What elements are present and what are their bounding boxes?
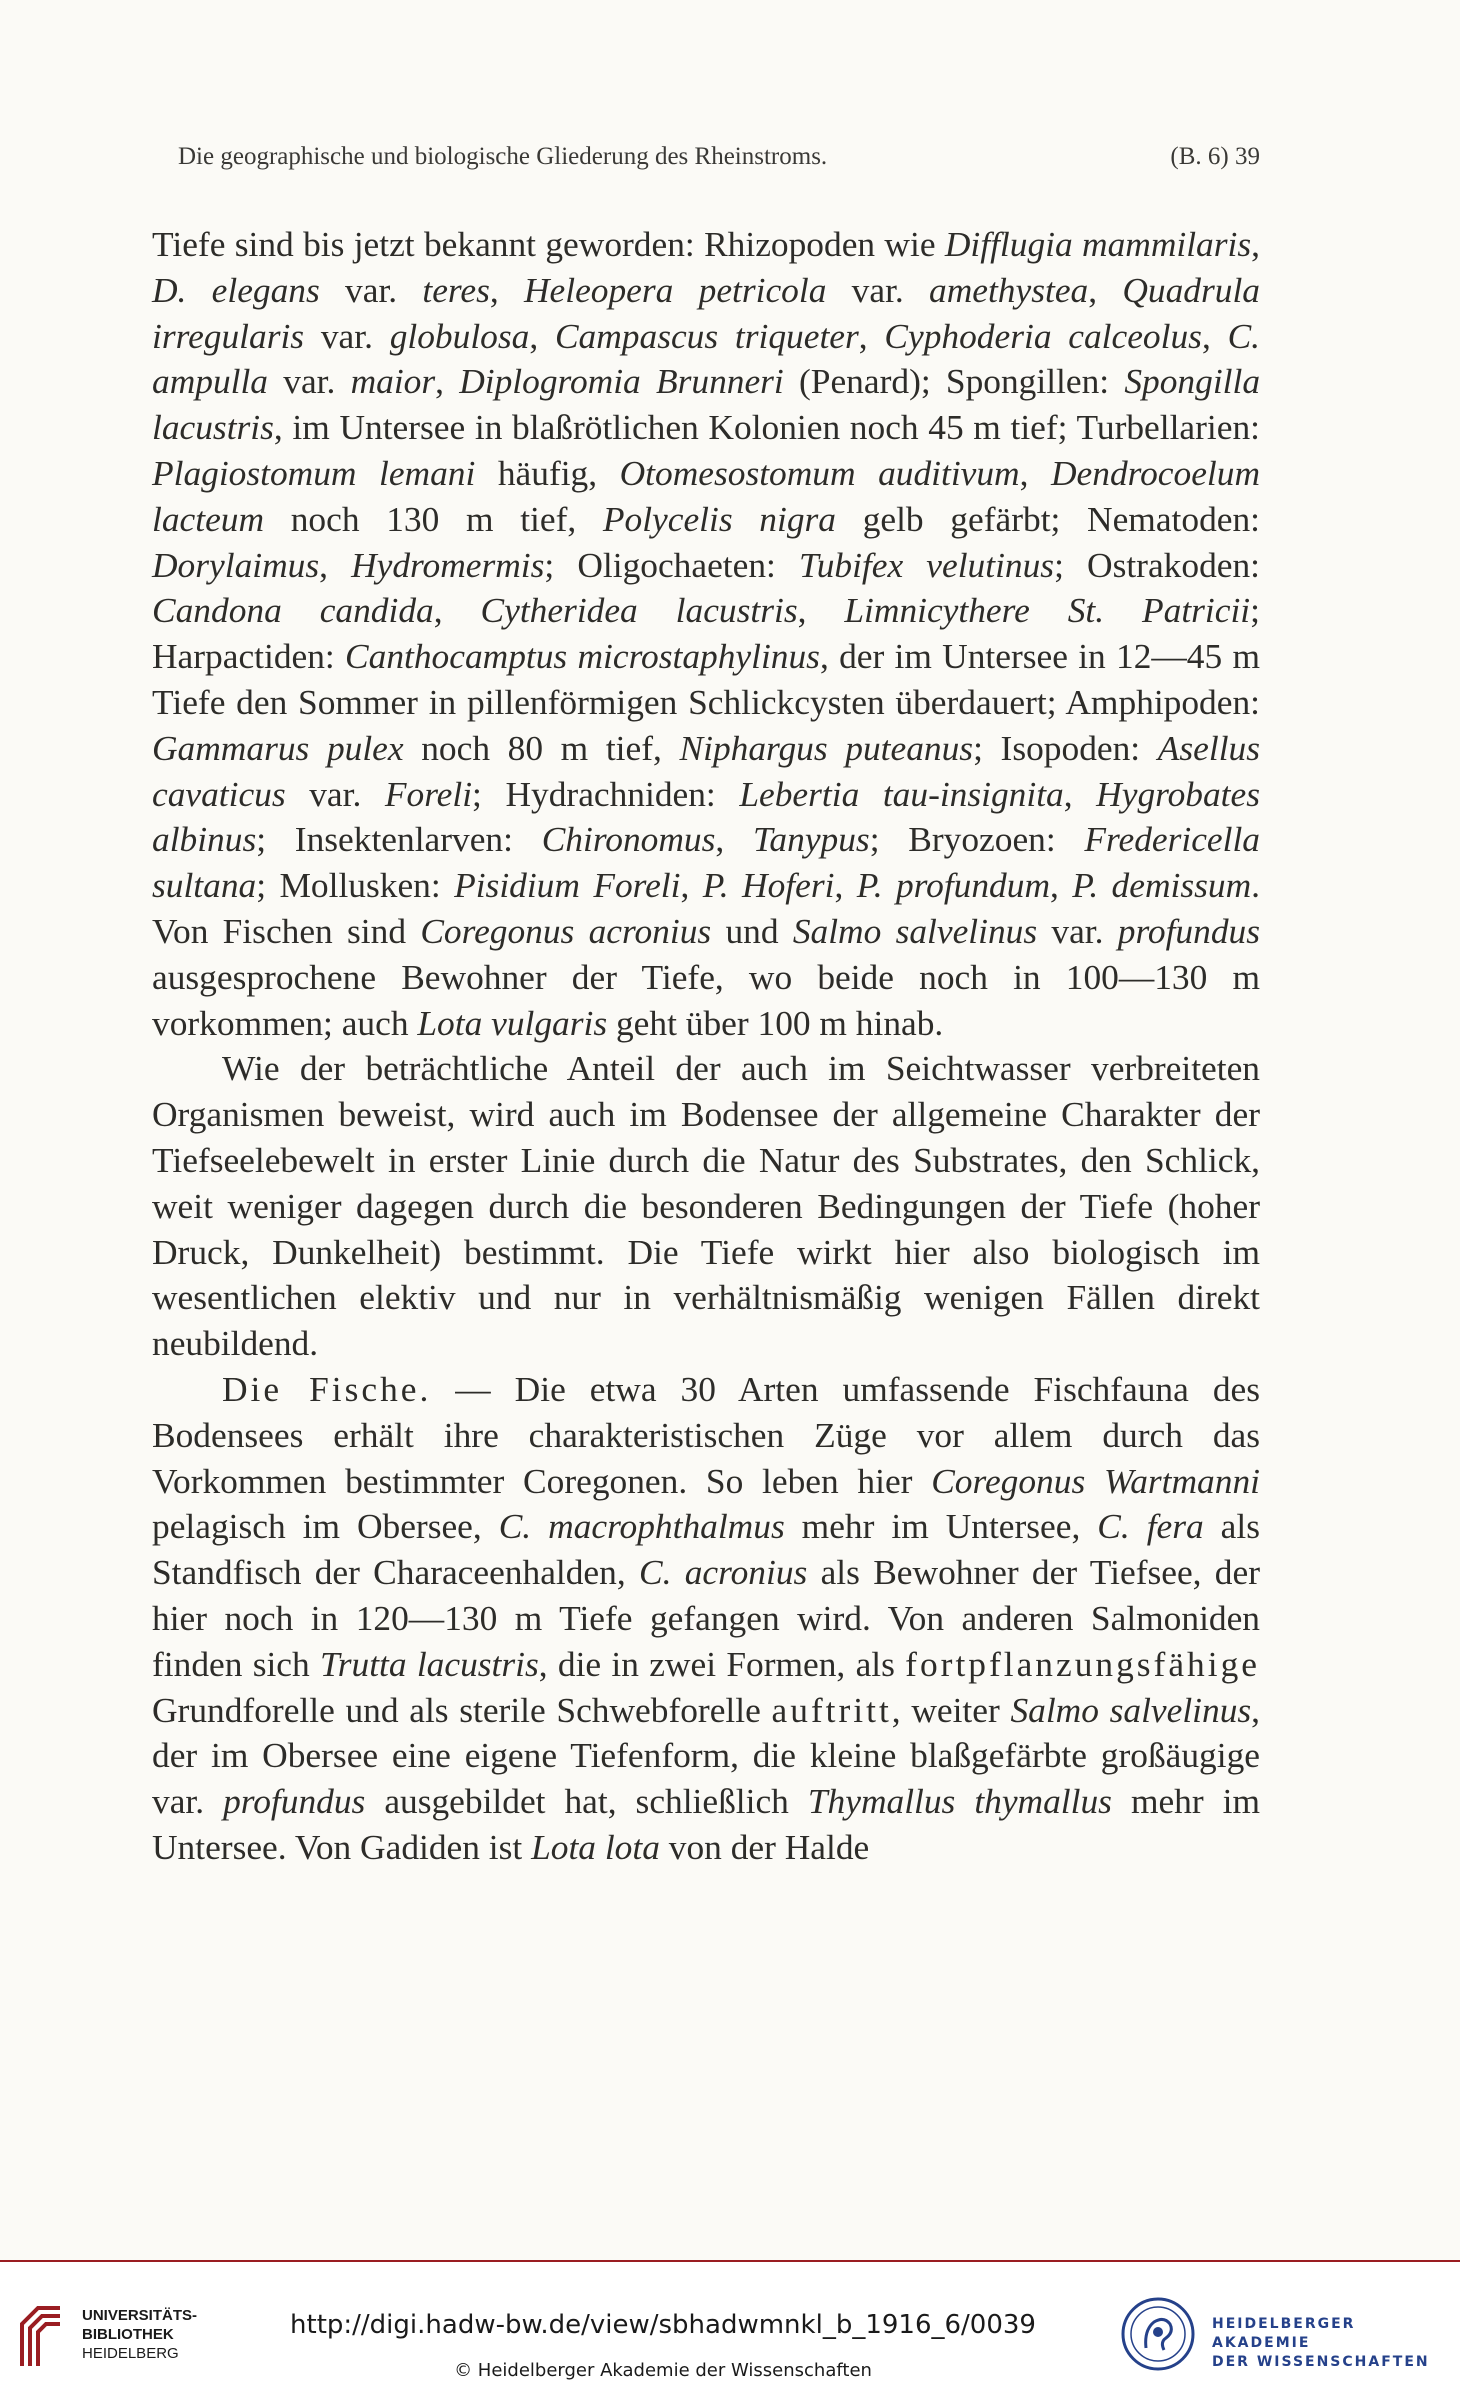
- text-run: ; Bryozoen:: [869, 819, 1085, 860]
- copyright-notice: © Heidelberger Akademie der Wissenschaften: [454, 2360, 872, 2381]
- text-run: ; Insektenlarven:: [256, 819, 542, 860]
- university-library-name: [82, 2306, 197, 2363]
- species-name: Salmo salvelinus: [1010, 1689, 1252, 1730]
- species-name: maior: [350, 361, 436, 402]
- text-run: noch 80 m tief,: [403, 727, 680, 768]
- species-name: D. elegans: [152, 269, 320, 310]
- text-run: . Von Fischen sind: [152, 865, 1261, 951]
- species-name: Otomesostomum auditivum: [619, 452, 1020, 493]
- text-run: als Standfisch der Characeenhalden,: [152, 1506, 1260, 1593]
- text-run: ,: [1019, 452, 1051, 493]
- species-name: Lota vulgaris: [417, 1002, 608, 1043]
- text-run: ,: [1251, 224, 1260, 264]
- text-run: , der im Untersee in 12—45 m Tiefe den Sommer in pillenförmigen Schlickcysten überdauert; Amphipoden:: [152, 636, 1260, 722]
- academy-name-line: HEIDELBERGER AKADEMIE: [1212, 2316, 1356, 2351]
- species-name: Heleopera petricola: [523, 269, 827, 310]
- running-head-title: Die geographische und biologische Gliederung des Rheinstroms.: [178, 143, 828, 170]
- text-run: (Penard); Spongillen:: [783, 361, 1125, 402]
- text-run: var.: [319, 269, 423, 310]
- species-name: Tanypus: [753, 819, 870, 860]
- text-run: ,: [433, 590, 481, 631]
- text-run: ,: [715, 819, 753, 860]
- species-name: Thymallus thymallus: [807, 1781, 1112, 1822]
- text-run: ; Hydrachniden:: [472, 773, 740, 814]
- text-run: ,: [1050, 865, 1073, 906]
- academy-seal-icon: [1120, 2296, 1196, 2372]
- footer-bar: [0, 2260, 1460, 2403]
- paragraph-deep-sea-character: Wie der beträchtliche Anteil der auch im Seichtwasser verbreiteten Organismen beweist, wird auch im Bodensee der allgemeine Charakter der Tiefseelebewelt in erster Linie durch die Natur des Substrates, den Schlick, weit weniger dagegen durch die besonderen Bedingungen der Tiefe (hoher Druck, Dunkelheit) bestimmt. Die Tiefe wirkt hier also biologisch im wesentlichen elektiv und nur in verhältnismäßig wenigen Fällen direkt neubildend.: [152, 1048, 1260, 1364]
- text-run: ausgesprochene Bewohner der Tiefe, wo beide noch in 100—130 m vorkommen; auch: [152, 956, 1260, 1043]
- species-name: Fredericella sultana: [152, 819, 1260, 906]
- library-name-line: UNIVERSITÄTS-: [82, 2307, 198, 2324]
- species-name: Canthocamptus microstaphylinus: [345, 636, 820, 677]
- text-run: var.: [268, 361, 351, 402]
- text-run: ; Mollusken:: [256, 865, 455, 906]
- text-run: Tiefe sind bis jetzt bekannt geworden: Rhizopoden wie: [152, 224, 945, 264]
- text-run: var.: [1037, 910, 1118, 951]
- text-run: pelagisch im Obersee,: [152, 1506, 499, 1547]
- species-name: Niphargus puteanus: [679, 727, 974, 768]
- section-heading-fish: Die Fische.: [222, 1368, 432, 1409]
- paragraph-species-list: [152, 222, 1260, 1046]
- text-run: ,: [1063, 773, 1097, 814]
- text-run: Grundforelle und als sterile Schwebforelle: [152, 1689, 772, 1730]
- academy-name-line: DER WISSENSCHAFTEN: [1212, 2354, 1430, 2370]
- species-name: Trutta lacustris: [320, 1643, 539, 1684]
- species-name: profundus: [223, 1781, 366, 1822]
- text-run: noch 130 m tief,: [264, 498, 603, 539]
- text-run: ; Isopoden:: [973, 727, 1158, 768]
- species-name: Coregonus acronius: [420, 910, 712, 951]
- species-name: Hydromermis: [351, 544, 545, 585]
- text-run: var.: [826, 269, 930, 310]
- text-run: ,: [834, 865, 857, 906]
- species-name: Tubifex velutinus: [798, 544, 1055, 585]
- species-name: Diplogromia Brunneri: [459, 361, 784, 402]
- spaced-word: auftritt: [771, 1689, 892, 1730]
- university-library-logo-icon: [16, 2302, 66, 2368]
- permalink-url[interactable]: http://digi.hadw-bw.de/view/sbhadwmnkl_b_1916_6/0039: [290, 2310, 1036, 2340]
- species-name: C. fera: [1097, 1506, 1204, 1547]
- text-run: , im Untersee in blaßrötlichen Kolonien noch 45 m tief; Turbellarien:: [273, 407, 1260, 448]
- species-name: teres: [422, 269, 490, 310]
- species-name: Dorylaimus: [152, 544, 320, 585]
- text-run: , der im Obersee eine eigene Tiefenform, die kleine blaßgefärbte großäugige var.: [152, 1689, 1261, 1822]
- text-run: ,: [797, 590, 845, 631]
- text-run: , weiter: [891, 1689, 1011, 1730]
- species-name: Asellus cavaticus: [152, 727, 1260, 814]
- species-name: C. ampulla: [152, 315, 1261, 402]
- species-name: Plagiostomum lemani: [152, 452, 476, 493]
- species-name: Gammarus pulex: [152, 727, 404, 768]
- text-run: ; Oligochaeten:: [544, 544, 799, 585]
- text-run: ,: [858, 315, 885, 356]
- text-run: ,: [489, 269, 524, 310]
- species-name: amethystea: [929, 269, 1089, 310]
- species-name: profundus: [1117, 910, 1260, 951]
- species-name: Limnicythere St. Patricii: [844, 590, 1251, 631]
- species-name: Foreli: [384, 773, 473, 814]
- academy-name: [1212, 2315, 1460, 2372]
- text-run: und: [711, 910, 793, 951]
- text-run: ,: [1088, 269, 1123, 310]
- species-name: Quadrula irregularis: [152, 269, 1260, 356]
- species-name: Chironomus: [541, 819, 716, 860]
- body-text: [152, 222, 1260, 1871]
- text-run: gelb gefärbt; Nematoden:: [836, 498, 1261, 539]
- species-name: Polycelis nigra: [602, 498, 836, 539]
- species-name: Difflugia mammilaris: [944, 224, 1252, 264]
- species-name: Cytheridea lacustris: [480, 590, 798, 631]
- text-run: ; Ostrakoden:: [1054, 544, 1260, 585]
- text-run: ,: [319, 544, 352, 585]
- species-name: P. profundum: [856, 865, 1051, 906]
- text-run: häufig,: [475, 452, 620, 493]
- text-run: var.: [285, 773, 385, 814]
- species-name: C. macrophthalmus: [498, 1506, 785, 1547]
- library-name-line: HEIDELBERG: [82, 2345, 179, 2362]
- text-run: var.: [304, 315, 390, 356]
- species-name: P. demissum: [1072, 865, 1252, 906]
- species-name: Candona candida: [152, 590, 434, 631]
- text-run: ,: [435, 361, 460, 402]
- species-name: Lota lota: [531, 1826, 660, 1867]
- species-name: Coregonus Wartmanni: [931, 1460, 1260, 1501]
- species-name: Dendrocoelum lacteum: [152, 452, 1261, 539]
- text-run: ,: [680, 865, 703, 906]
- species-name: Hygrobates albinus: [152, 773, 1260, 860]
- species-name: Salmo salvelinus: [792, 910, 1038, 951]
- text-run: mehr im Untersee. Von Gadiden ist: [152, 1781, 1261, 1867]
- text-run: von der Halde: [659, 1826, 870, 1867]
- species-name: Pisidium Foreli: [454, 865, 681, 906]
- running-head: [178, 143, 1260, 171]
- species-name: Spongilla lacustris: [152, 361, 1261, 448]
- species-name: P. Hoferi: [702, 865, 835, 906]
- species-name: Cyphoderia calceolus: [884, 315, 1202, 356]
- species-name: C. acronius: [638, 1552, 808, 1593]
- text-run: mehr im Untersee,: [784, 1506, 1098, 1547]
- text-run: ,: [529, 315, 555, 356]
- running-head-page-ref: (B. 6) 39: [1170, 143, 1260, 170]
- species-name: Campascus triqueter: [554, 315, 859, 356]
- text-run: — Die etwa 30 Arten umfassende Fischfauna des Bodensees erhält ihre charakteristischen Züge vor allem durch das Vorkommen bestimmter Coregonen. So leben hier: [152, 1368, 1260, 1501]
- text-run: geht über 100 m hinab.: [607, 1002, 944, 1043]
- text-run: ,: [1201, 315, 1228, 356]
- text-run: als Bewohner der Tiefsee, der hier noch in 120—130 m Tiefe gefangen wird. Von anderen Salmoniden finden sich: [152, 1552, 1260, 1684]
- species-name: globulosa: [389, 315, 530, 356]
- paragraph-fish: [152, 1367, 1260, 1871]
- spaced-word: fortpflanzungsfähige: [905, 1643, 1260, 1684]
- text-run: ausgebildet hat, schließlich: [365, 1781, 808, 1822]
- species-name: Lebertia tau-insignita: [739, 773, 1064, 814]
- text-run: ; Harpactiden:: [152, 590, 1260, 677]
- library-name-line: BIBLIOTHEK: [82, 2326, 174, 2343]
- text-run: , die in zwei Formen, als: [538, 1643, 906, 1684]
